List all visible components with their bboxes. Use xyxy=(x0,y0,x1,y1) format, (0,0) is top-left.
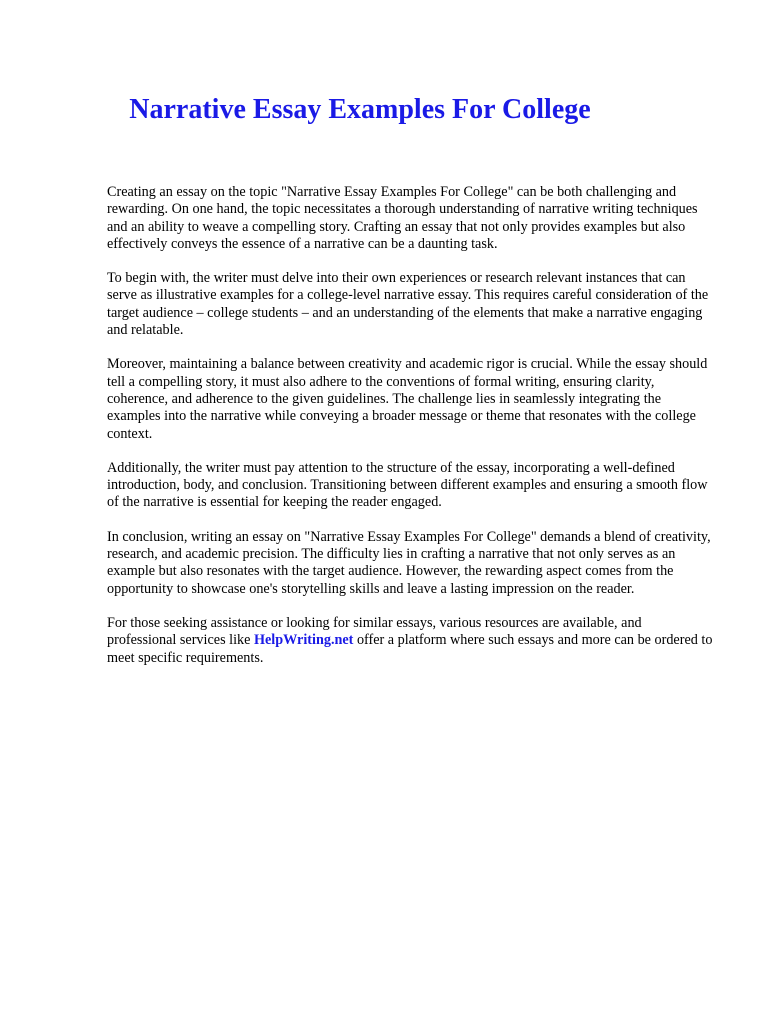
paragraph-5: In conclusion, writing an essay on "Narrative Essay Examples For College" demands a blend of creativity, research, and academic precision. The difficulty lies in crafting a narrative that not only serves as an example but also resonates with the target audience. However, the rewarding aspect comes from the opportunity to showcase one's storytelling skills and leave a lasting impression on the reader. xyxy=(107,528,711,597)
document-title: Narrative Essay Examples For College xyxy=(129,94,591,125)
document-body xyxy=(107,184,714,667)
helpwriting-link[interactable]: HelpWriting.net xyxy=(253,632,354,649)
paragraph-6-after-link: offer a platform where such essays and more can be ordered to meet specific requirements. xyxy=(107,632,713,666)
paragraph-6-before-link: For those seeking assistance or looking for similar essays, various resources are available, and professional services like xyxy=(107,614,642,649)
paragraph-3: Moreover, maintaining a balance between creativity and academic rigor is crucial. While the essay should tell a compelling story, it must also adhere to the conventions of formal writing, ensuring clarity, coherence, and adherence to the given guidelines. The challenge lies in seamlessly integrating the examples into the narrative while conveying a broader message or theme that resonates with the college context. xyxy=(107,356,708,442)
paragraph-1: Creating an essay on the topic "Narrative Essay Examples For College" can be both challenging and rewarding. On one hand, the topic necessitates a thorough understanding of narrative writing techniques and an ability to weave a compelling story. Crafting an essay that not only provides examples but also effectively conveys the essence of a narrative can be a daunting task. xyxy=(107,184,698,252)
paragraph-2: To begin with, the writer must delve into their own experiences or research relevant instances that can serve as illustrative examples for a college-level narrative essay. This requires careful consideration of the target audience – college students – and an understanding of the elements that make a narrative engaging and relatable. xyxy=(107,270,709,339)
paragraph-4: Additionally, the writer must pay attention to the structure of the essay, incorporating a well-defined introduction, body, and conclusion. Transitioning between different examples and ensuring a smooth flow of the narrative is essential for keeping the reader engaged. xyxy=(107,459,708,511)
paragraph-6 xyxy=(107,615,714,667)
